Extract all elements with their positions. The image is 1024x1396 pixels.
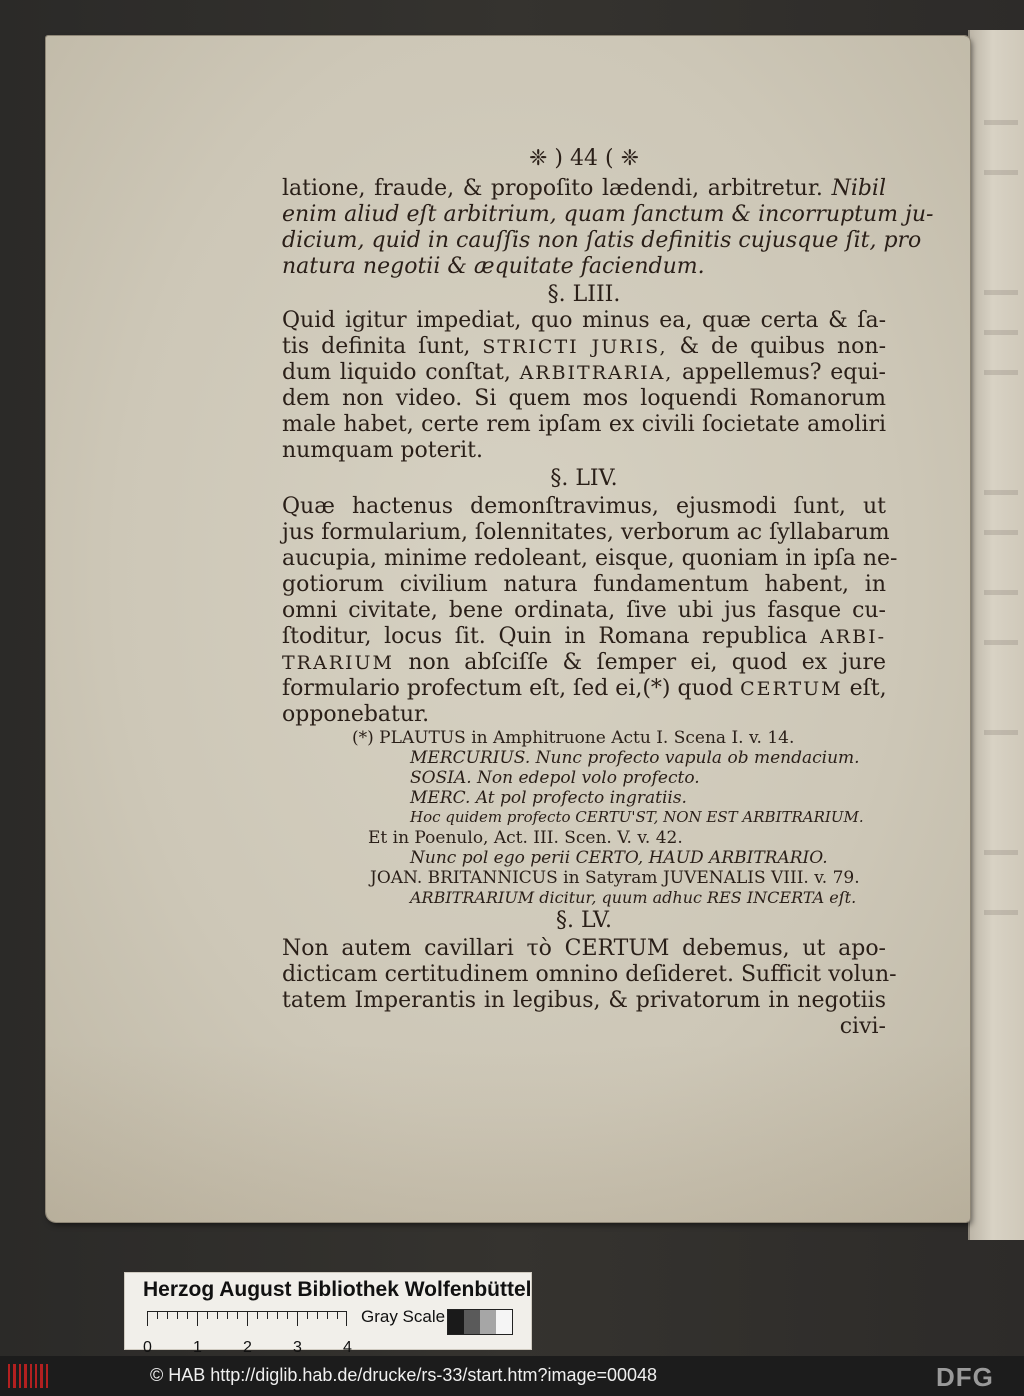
text-line: natura negotii & æquitate faciendum. [282, 254, 705, 279]
text-line: enim aliud eſt arbitrium, quam ſanctum & incorruptum ju- [282, 202, 934, 227]
footnote-line: JOAN. BRITANNICUS in Satyram JUVENALIS VIII. v. 79. [370, 868, 860, 888]
text-line: Quæ hactenus demonſtravimus, ejusmodi ſunt, ut [282, 494, 886, 519]
ruler-number: 1 [193, 1339, 202, 1356]
ruler-number: 4 [343, 1339, 352, 1356]
text-line: dem non video. Si quem mos loquendi Romanorum [282, 386, 886, 411]
text-line: dicium, quid in cauſſis non ſatis definitis cujusque ſit, pro [282, 228, 922, 253]
ruler-number: 3 [293, 1339, 302, 1356]
text-line: dum liquido conſtat, ARBITRARIA, appellemus? equi- [282, 360, 886, 385]
footnote-line: Hoc quidem profecto CERTU'ST, NON EST ARBITRARIUM. [410, 808, 864, 826]
footnote-line: (*) PLAUTUS in Amphitruone Actu I. Scena I. v. 14. [352, 728, 795, 748]
ruler-number: 2 [243, 1339, 252, 1356]
section-heading-55: §. LV. [555, 908, 613, 933]
text-line: tis definita ſunt, STRICTI JURIS, & de quibus non- [282, 334, 886, 359]
catchword: civi- [839, 1014, 886, 1039]
copyright-link[interactable]: © HAB http://diglib.hab.de/drucke/rs-33/start.htm?image=00048 [150, 1365, 658, 1385]
text-line: numquam poterit. [282, 438, 483, 463]
footnote-line: MERC. At pol profecto ingratiis. [410, 788, 687, 808]
footnote-line: SOSIA. Non edepol volo profecto. [410, 768, 700, 788]
library-label-card [124, 1272, 532, 1356]
section-heading-53: §. LIII. [547, 282, 621, 307]
footnote-line: Nunc pol ego perii CERTO, HAUD ARBITRARIO. [410, 848, 828, 868]
text-line: Non autem cavillari τὸ CERTUM debemus, ut apo- [282, 936, 886, 961]
measurement-ruler [147, 1311, 347, 1326]
footer-bar [0, 1356, 1024, 1396]
hab-logo-icon [8, 1364, 48, 1388]
adjacent-page-edge [968, 30, 1024, 1240]
gray-scale-label: Gray Scale [361, 1307, 446, 1326]
page-header: ❈ ) 44 ( ❈ [529, 146, 639, 171]
section-heading-54: §. LIV. [550, 466, 618, 491]
text-line: Quid igitur impediat, quo minus ea, quæ certa & ſa- [282, 308, 886, 333]
library-name: Herzog August Bibliothek Wolfenbüttel [143, 1278, 532, 1301]
gray-scale-swatch [447, 1309, 513, 1335]
text-line: aucupia, minime redoleant, eisque, quoniam in ipſa ne- [282, 546, 898, 571]
footnote-line: Et in Poenulo, Act. III. Scen. V. v. 42. [368, 828, 683, 848]
text-line: formulario profectum eſt, ſed ei,(*) quod CERTUM eſt, [282, 676, 887, 701]
text-line: ſtoditur, locus ſit. Quin in Romana republica ARBI- [282, 624, 886, 649]
ruler-number: 0 [143, 1339, 152, 1356]
text-line: male habet, certe rem ipſam ex civili ſocietate amoliri [282, 412, 886, 437]
text-line: TRARIUM non abſciſſe & ſemper ei, quod ex jure [282, 650, 886, 675]
footnote-line: ARBITRARIUM dicitur, quum adhuc RES INCERTA eſt. [410, 888, 857, 907]
text-line: tatem Imperantis in legibus, & privatorum in negotiis [282, 988, 886, 1013]
text-line: opponebatur. [282, 702, 430, 727]
text-line: gotiorum civilium natura fundamentum habent, in [282, 572, 886, 597]
text-line: dicticam certitudinem omnino deſideret. Sufficit volun- [282, 962, 897, 987]
dfg-logo: DFG [936, 1362, 994, 1392]
text-line: latione, fraude, & propoſito lædendi, arbitretur. Nibil [282, 176, 887, 201]
text-line: omni civitate, bene ordinata, ſive ubi jus fasque cu- [282, 598, 886, 623]
text-line: jus formularium, ſolennitates, verborum ac ſyllabarum [282, 520, 890, 545]
footnote-line: MERCURIUS. Nunc profecto vapula ob mendacium. [410, 748, 860, 768]
